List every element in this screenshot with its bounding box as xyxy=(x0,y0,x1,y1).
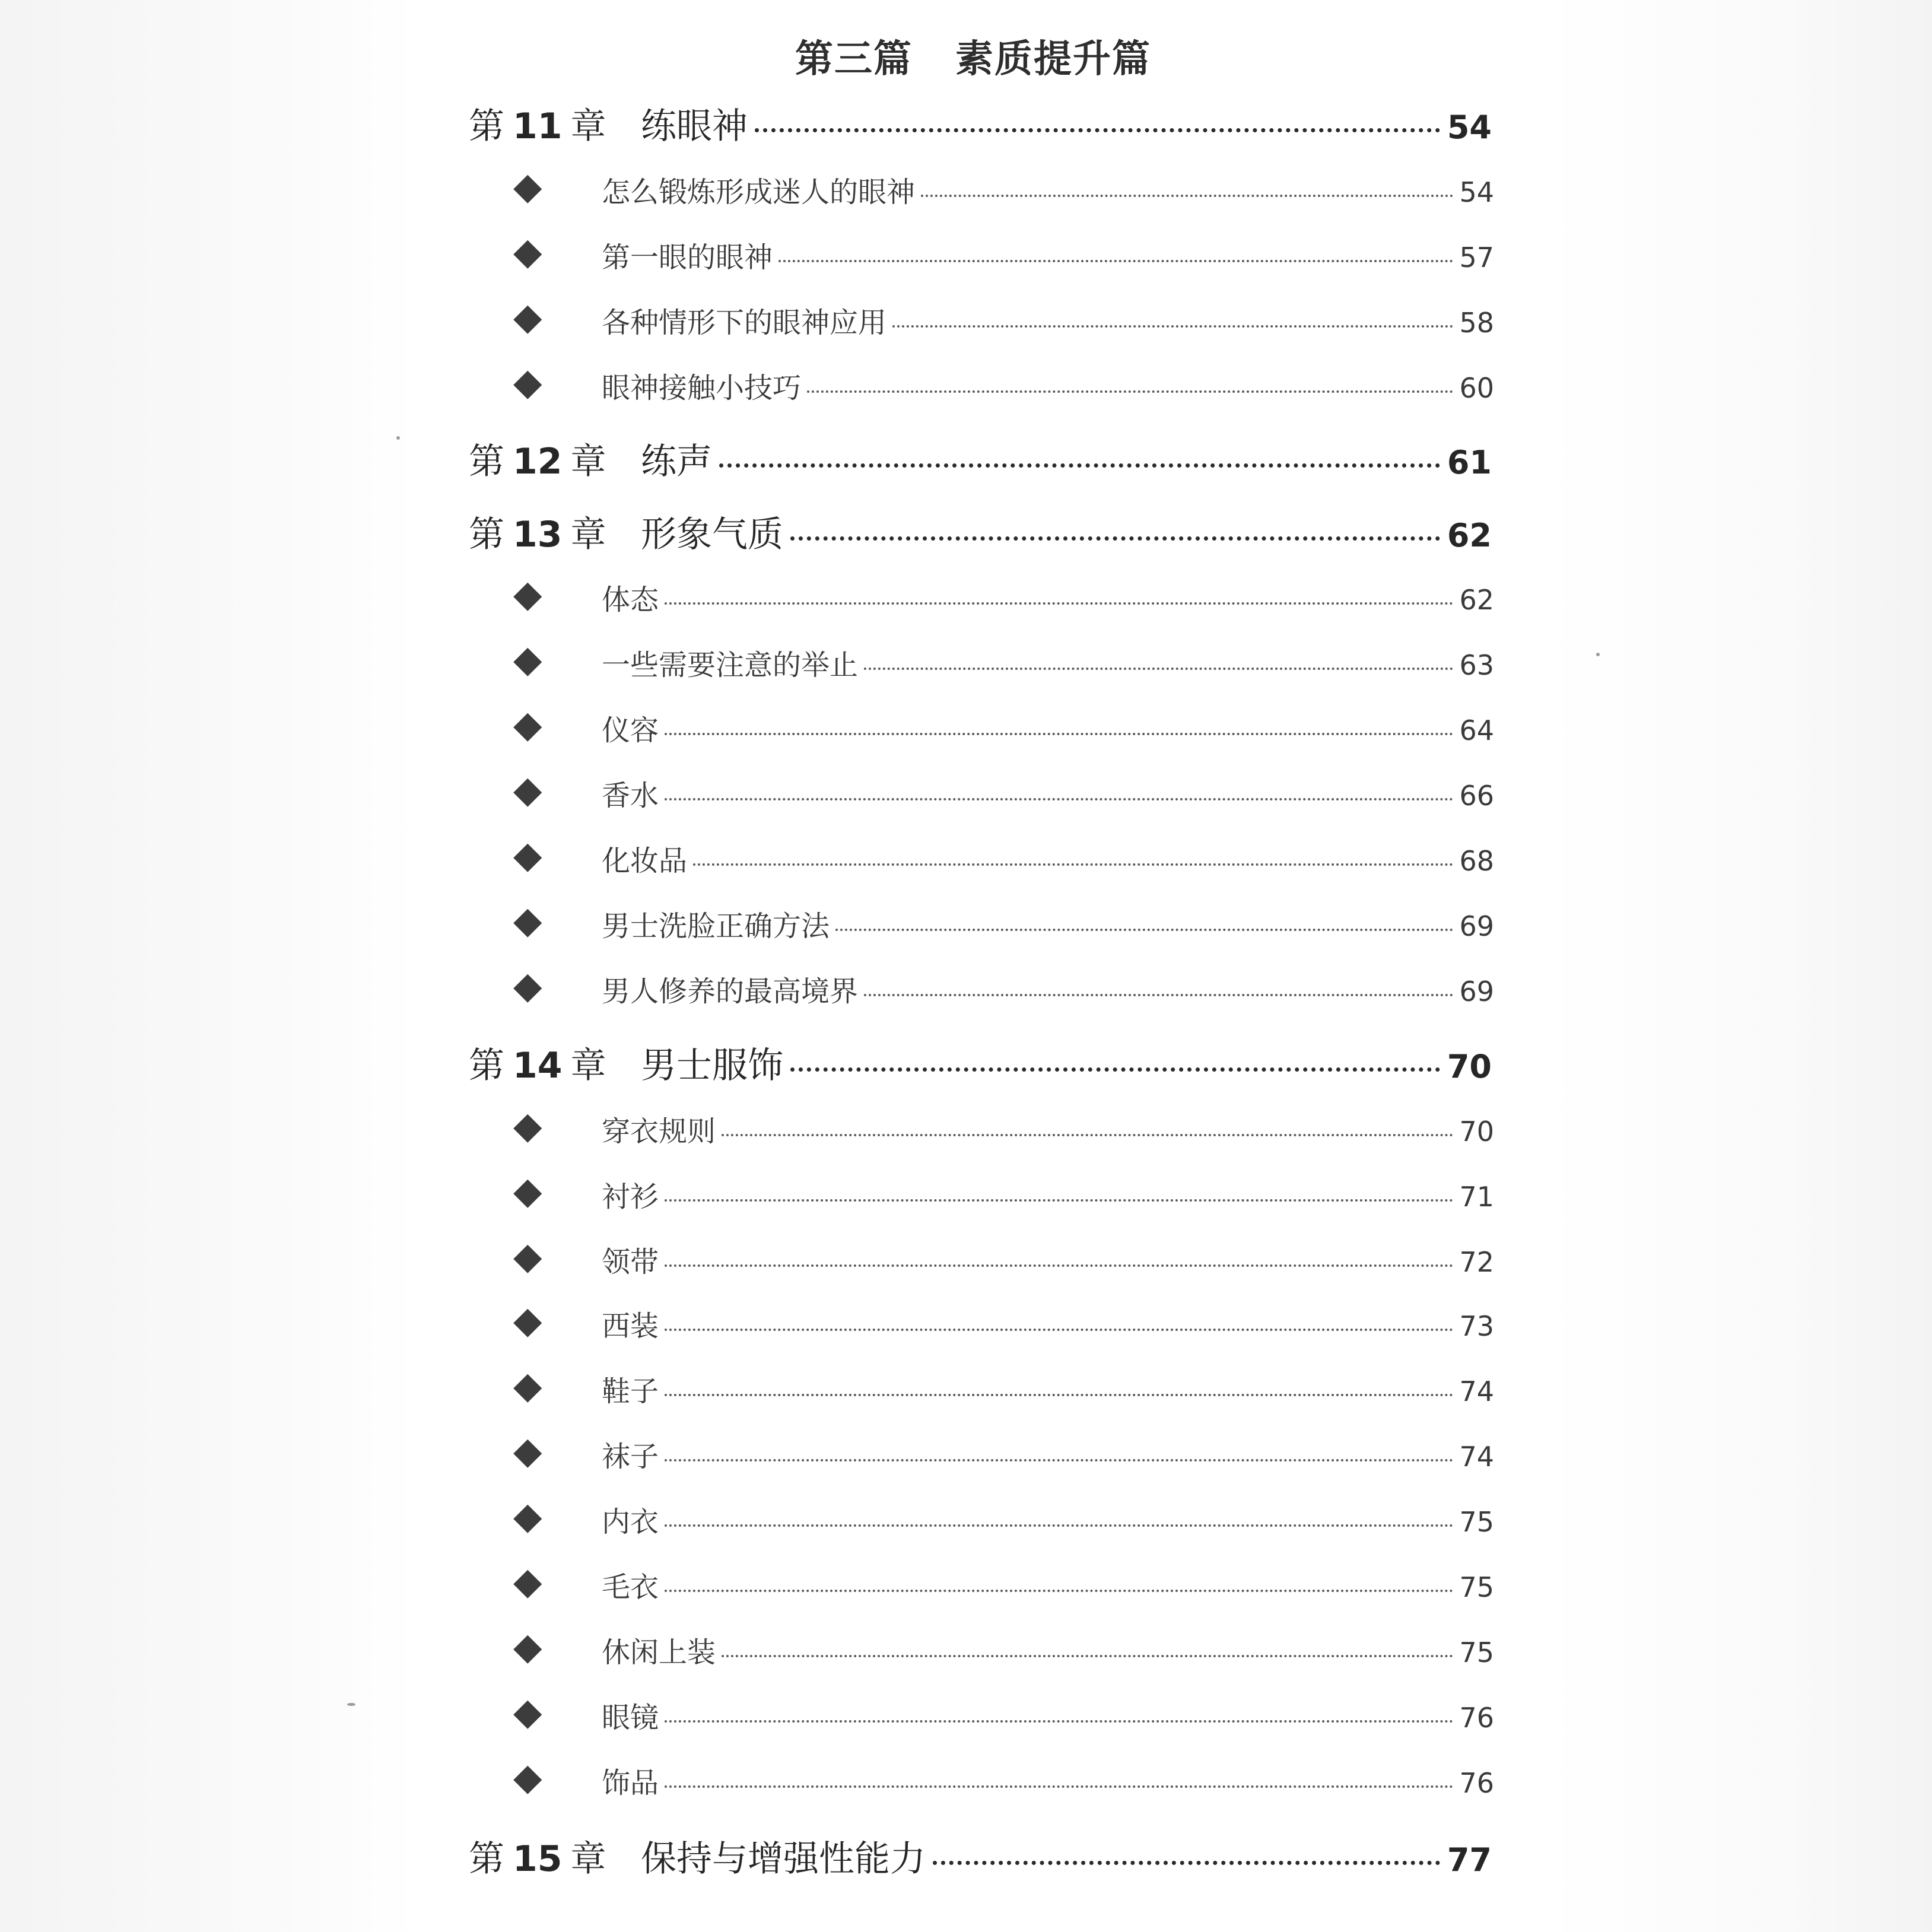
dot-leader xyxy=(778,260,1453,262)
dot-leader xyxy=(864,668,1453,670)
chapter-number: 13 xyxy=(513,514,563,555)
section-page-number: 74 xyxy=(1459,1441,1494,1473)
toc-section[interactable] xyxy=(515,577,1494,636)
toc-chapter-11[interactable]: 第 11 章 练眼神 54 xyxy=(469,98,1492,163)
section-page-number: 62 xyxy=(1459,584,1494,616)
chapter-number: 15 xyxy=(513,1838,563,1880)
chapter-title: 练声 xyxy=(641,441,712,482)
diamond-bullet-icon xyxy=(513,1505,542,1533)
section-page-number: 63 xyxy=(1459,649,1494,681)
dot-leader xyxy=(790,536,1440,541)
section-page-number: 75 xyxy=(1459,1506,1494,1538)
diamond-bullet-icon xyxy=(513,1635,542,1664)
diamond-bullet-icon xyxy=(513,1570,542,1599)
chapter-number: 11 xyxy=(513,106,563,147)
dot-leader xyxy=(665,798,1453,800)
section-page-number: 70 xyxy=(1459,1116,1494,1148)
diamond-bullet-icon xyxy=(513,1440,542,1468)
chapter-title: 形象气质 xyxy=(641,514,783,555)
dot-leader xyxy=(665,1329,1453,1331)
part-label: 第三篇 xyxy=(795,37,913,81)
section-page-number: 76 xyxy=(1459,1702,1494,1734)
toc-section[interactable] xyxy=(515,838,1494,897)
diamond-bullet-icon xyxy=(513,240,542,269)
section-title: 仪容 xyxy=(602,714,659,747)
diamond-bullet-icon xyxy=(513,844,542,872)
dot-leader xyxy=(665,1785,1453,1788)
diamond-bullet-icon xyxy=(513,1766,542,1794)
diamond-bullet-icon xyxy=(513,1114,542,1143)
diamond-bullet-icon xyxy=(513,713,542,742)
toc-section[interactable] xyxy=(515,968,1494,1028)
toc-section[interactable] xyxy=(515,365,1494,424)
dot-leader xyxy=(665,1459,1453,1461)
diamond-bullet-icon xyxy=(513,909,542,938)
toc-section[interactable] xyxy=(515,773,1494,832)
section-title: 各种情形下的眼神应用 xyxy=(602,306,887,339)
scan-speck xyxy=(1596,653,1600,656)
toc-section[interactable] xyxy=(515,1303,1494,1362)
section-page-number: 66 xyxy=(1459,780,1494,812)
section-page-number: 74 xyxy=(1459,1375,1494,1407)
section-title: 内衣 xyxy=(602,1505,659,1539)
chapter-title: 练眼神 xyxy=(641,106,748,147)
chapter-number: 12 xyxy=(513,441,563,482)
part-title xyxy=(795,28,1151,83)
chapter-number: 14 xyxy=(513,1045,563,1086)
diamond-bullet-icon xyxy=(513,175,542,204)
section-title: 男士洗脸正确方法 xyxy=(602,910,830,943)
toc-section[interactable] xyxy=(515,300,1494,359)
dot-leader xyxy=(665,1590,1453,1592)
toc-section[interactable] xyxy=(515,1368,1494,1428)
section-title: 鞋子 xyxy=(602,1375,659,1408)
diamond-bullet-icon xyxy=(513,778,542,807)
toc-section[interactable] xyxy=(515,169,1494,228)
scan-speck xyxy=(347,1703,355,1706)
toc-section[interactable] xyxy=(515,1108,1494,1168)
dot-leader xyxy=(665,1264,1453,1267)
toc-section[interactable] xyxy=(515,1695,1494,1754)
diamond-bullet-icon xyxy=(513,1309,542,1337)
section-title: 第一眼的眼神 xyxy=(602,241,773,274)
toc-chapter-13[interactable]: 第 13 章 形象气质 62 xyxy=(469,506,1492,571)
toc-section[interactable] xyxy=(515,1499,1494,1558)
toc-section[interactable] xyxy=(515,1434,1494,1493)
diamond-bullet-icon xyxy=(513,1701,542,1729)
dot-leader xyxy=(892,325,1453,328)
section-title: 男人修养的最高境界 xyxy=(602,975,859,1008)
dot-leader xyxy=(665,602,1453,605)
dot-leader xyxy=(835,929,1453,931)
section-title: 衬衫 xyxy=(602,1180,659,1213)
chapter-page-number: 70 xyxy=(1447,1048,1492,1085)
chapter-title: 男士服饰 xyxy=(641,1045,783,1086)
section-title: 袜子 xyxy=(602,1440,659,1473)
toc-section[interactable] xyxy=(515,707,1494,767)
section-page-number: 54 xyxy=(1459,176,1494,208)
dot-leader xyxy=(665,1524,1453,1527)
chapter-page-number: 62 xyxy=(1447,517,1492,554)
section-title: 毛衣 xyxy=(602,1571,659,1604)
diamond-bullet-icon xyxy=(513,1245,542,1273)
chapter-page-number: 77 xyxy=(1447,1841,1492,1879)
section-title: 饰品 xyxy=(602,1766,659,1800)
section-page-number: 64 xyxy=(1459,714,1494,746)
dot-leader xyxy=(807,390,1453,393)
toc-section[interactable] xyxy=(515,1760,1494,1819)
section-page-number: 68 xyxy=(1459,845,1494,877)
toc-section[interactable] xyxy=(515,234,1494,294)
section-title: 眼镜 xyxy=(602,1701,659,1734)
diamond-bullet-icon xyxy=(513,1180,542,1208)
toc-section[interactable] xyxy=(515,1174,1494,1233)
section-title: 领带 xyxy=(602,1245,659,1279)
toc-section[interactable] xyxy=(515,1564,1494,1623)
section-page-number: 58 xyxy=(1459,307,1494,339)
diamond-bullet-icon xyxy=(513,306,542,334)
diamond-bullet-icon xyxy=(513,583,542,611)
section-title: 体态 xyxy=(602,583,659,617)
toc-section[interactable] xyxy=(515,903,1494,962)
section-page-number: 71 xyxy=(1459,1181,1494,1213)
section-page-number: 69 xyxy=(1459,975,1494,1008)
diamond-bullet-icon xyxy=(513,1374,542,1403)
diamond-bullet-icon xyxy=(513,974,542,1003)
dot-leader xyxy=(864,994,1453,996)
dot-leader xyxy=(722,1134,1453,1136)
section-page-number: 75 xyxy=(1459,1571,1494,1603)
toc-section[interactable] xyxy=(515,1239,1494,1298)
chapter-page-number: 54 xyxy=(1447,109,1492,146)
section-title: 眼神接触小技巧 xyxy=(602,371,802,405)
section-page-number: 76 xyxy=(1459,1767,1494,1799)
section-title: 香水 xyxy=(602,779,659,812)
section-page-number: 60 xyxy=(1459,372,1494,404)
diamond-bullet-icon xyxy=(513,371,542,399)
section-title: 化妆品 xyxy=(602,844,688,878)
scan-speck xyxy=(396,436,400,440)
diamond-bullet-icon xyxy=(513,648,542,676)
toc-chapter-14[interactable]: 第 14 章 男士服饰 70 xyxy=(469,1037,1492,1102)
chapter-title: 保持与增强性能力 xyxy=(641,1838,926,1880)
chapter-page-number: 61 xyxy=(1447,444,1492,481)
dot-leader xyxy=(722,1655,1453,1657)
section-title: 休闲上装 xyxy=(602,1636,716,1669)
section-page-number: 72 xyxy=(1459,1246,1494,1278)
toc-chapter-12[interactable]: 第 12 章 练声 61 xyxy=(469,433,1492,498)
section-title: 怎么锻炼形成迷人的眼神 xyxy=(602,176,916,209)
section-page-number: 73 xyxy=(1459,1310,1494,1342)
section-page-number: 69 xyxy=(1459,910,1494,942)
dot-leader xyxy=(665,1394,1453,1396)
part-name: 素质提升篇 xyxy=(955,37,1151,81)
toc-chapter-15[interactable]: 第 15 章 保持与增强性能力 77 xyxy=(469,1831,1492,1896)
section-title: 穿衣规则 xyxy=(602,1115,716,1148)
section-page-number: 57 xyxy=(1459,242,1494,274)
dot-leader xyxy=(755,128,1440,132)
dot-leader xyxy=(921,195,1453,197)
dot-leader xyxy=(933,1861,1440,1865)
dot-leader xyxy=(665,733,1453,735)
dot-leader xyxy=(665,1199,1453,1202)
toc-section[interactable] xyxy=(515,642,1494,701)
dot-leader xyxy=(790,1067,1440,1072)
dot-leader xyxy=(665,1720,1453,1723)
section-title: 西装 xyxy=(602,1310,659,1343)
dot-leader xyxy=(693,863,1453,866)
section-title: 一些需要注意的举止 xyxy=(602,649,859,682)
toc-section[interactable] xyxy=(515,1629,1494,1689)
dot-leader xyxy=(719,463,1440,468)
section-page-number: 75 xyxy=(1459,1637,1494,1669)
